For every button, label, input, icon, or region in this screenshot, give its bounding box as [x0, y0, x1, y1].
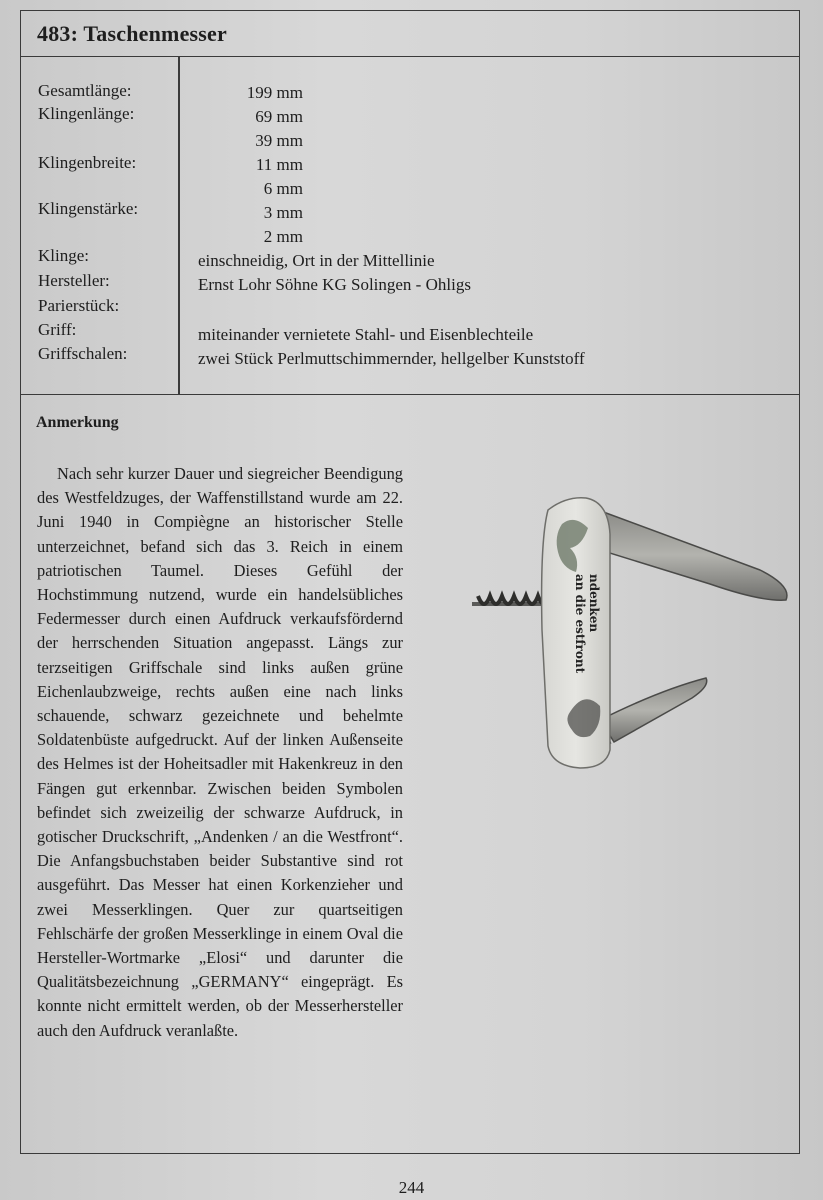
spec-label: Griff:: [38, 320, 77, 339]
spec-value: 3 mm: [263, 203, 303, 222]
spec-value: 199 mm: [246, 83, 303, 102]
spec-label: Griffschalen:: [38, 344, 128, 363]
spec-value: einschneidig, Ort in der Mittellinie: [198, 251, 435, 270]
page-number: 244: [398, 1178, 425, 1197]
spec-label: Klingenstärke:: [38, 199, 139, 218]
entry-title: 483: Taschenmesser: [37, 21, 227, 46]
pocket-knife-photo: [430, 450, 810, 830]
spec-value: 39 mm: [255, 131, 303, 150]
spec-value: zwei Stück Perlmuttschimmernder, hellgelber Kunststoff: [198, 349, 585, 368]
corkscrew: [472, 596, 552, 612]
spec-value: 11 mm: [255, 155, 303, 174]
spec-value: Ernst Lohr Söhne KG Solingen - Ohligs: [198, 275, 471, 294]
spec-value: 69 mm: [255, 107, 303, 126]
notes-heading: Anmerkung: [36, 414, 119, 431]
spec-value: 2 mm: [263, 227, 303, 246]
spec-label: Klingenbreite:: [38, 153, 137, 172]
title-row: [21, 11, 799, 57]
spec-label: Klinge:: [38, 246, 89, 265]
small-blade: [600, 678, 707, 744]
handle-print-line2: an die estfront: [573, 574, 587, 674]
spec-table: [21, 57, 799, 395]
knife-handle: [542, 498, 610, 768]
large-blade: [598, 510, 787, 600]
spec-divider: [178, 57, 180, 394]
notes-body: Nach sehr kurzer Dauer und siegreicher Beendigung des Westfeldzuges, der Waffenstillstand wurde am 22. Juni 1940 in Compiègne an historischer Stelle unterzeichnet, befand sich das 3. Reich in einem patriotischen Taumel. Dieses Gefühl der Hochstimmung nutzend, wurde ein handelsübliches Federmesser durch einen Aufdruck verkaufsfördernd der herrschenden Situation angepasst. Längs zur terzseitigen Griffschale sind links außen grüne Eichenlaubzweige, rechts außen eine nach links schauende, schwarz gezeichnete und behelmte Soldatenbüste aufgedruckt. Auf der linken Außenseite des Helmes ist der Hoheitsadler mit Hakenkreuz in den Fängen gut erkennbar. Zwischen beiden Symbolen befindet sich zweizeilig der schwarze Aufdruck, in gotischer Druckschrift, „Andenken / an die Westfront“. Die Anfangsbuchstaben beider Substantive sind rot ausgeführt. Das Messer hat einen Korkenzieher und zwei Messerklingen. Quer zur quartseitigen Fehlschärfe der großen Messerklinge in einem Oval die Hersteller-Wortmarke „Elosi“ und darunter die Qualitätsbezeichnung „GERMANY“ eingeprägt. Es konnte nicht ermittelt werden, ob der Messerhersteller auch den Aufdruck veranlaßte.: [37, 464, 403, 1040]
handle-print-line1: ndenken: [587, 574, 601, 633]
spec-label: Gesamtlänge:: [38, 81, 132, 100]
spec-label: Hersteller:: [38, 271, 110, 290]
spec-label: Parierstück:: [38, 296, 120, 315]
spec-label: Klingenlänge:: [38, 104, 135, 123]
spec-value: 6 mm: [263, 179, 303, 198]
spec-value: miteinander vernietete Stahl- und Eisenblechteile: [198, 325, 534, 344]
